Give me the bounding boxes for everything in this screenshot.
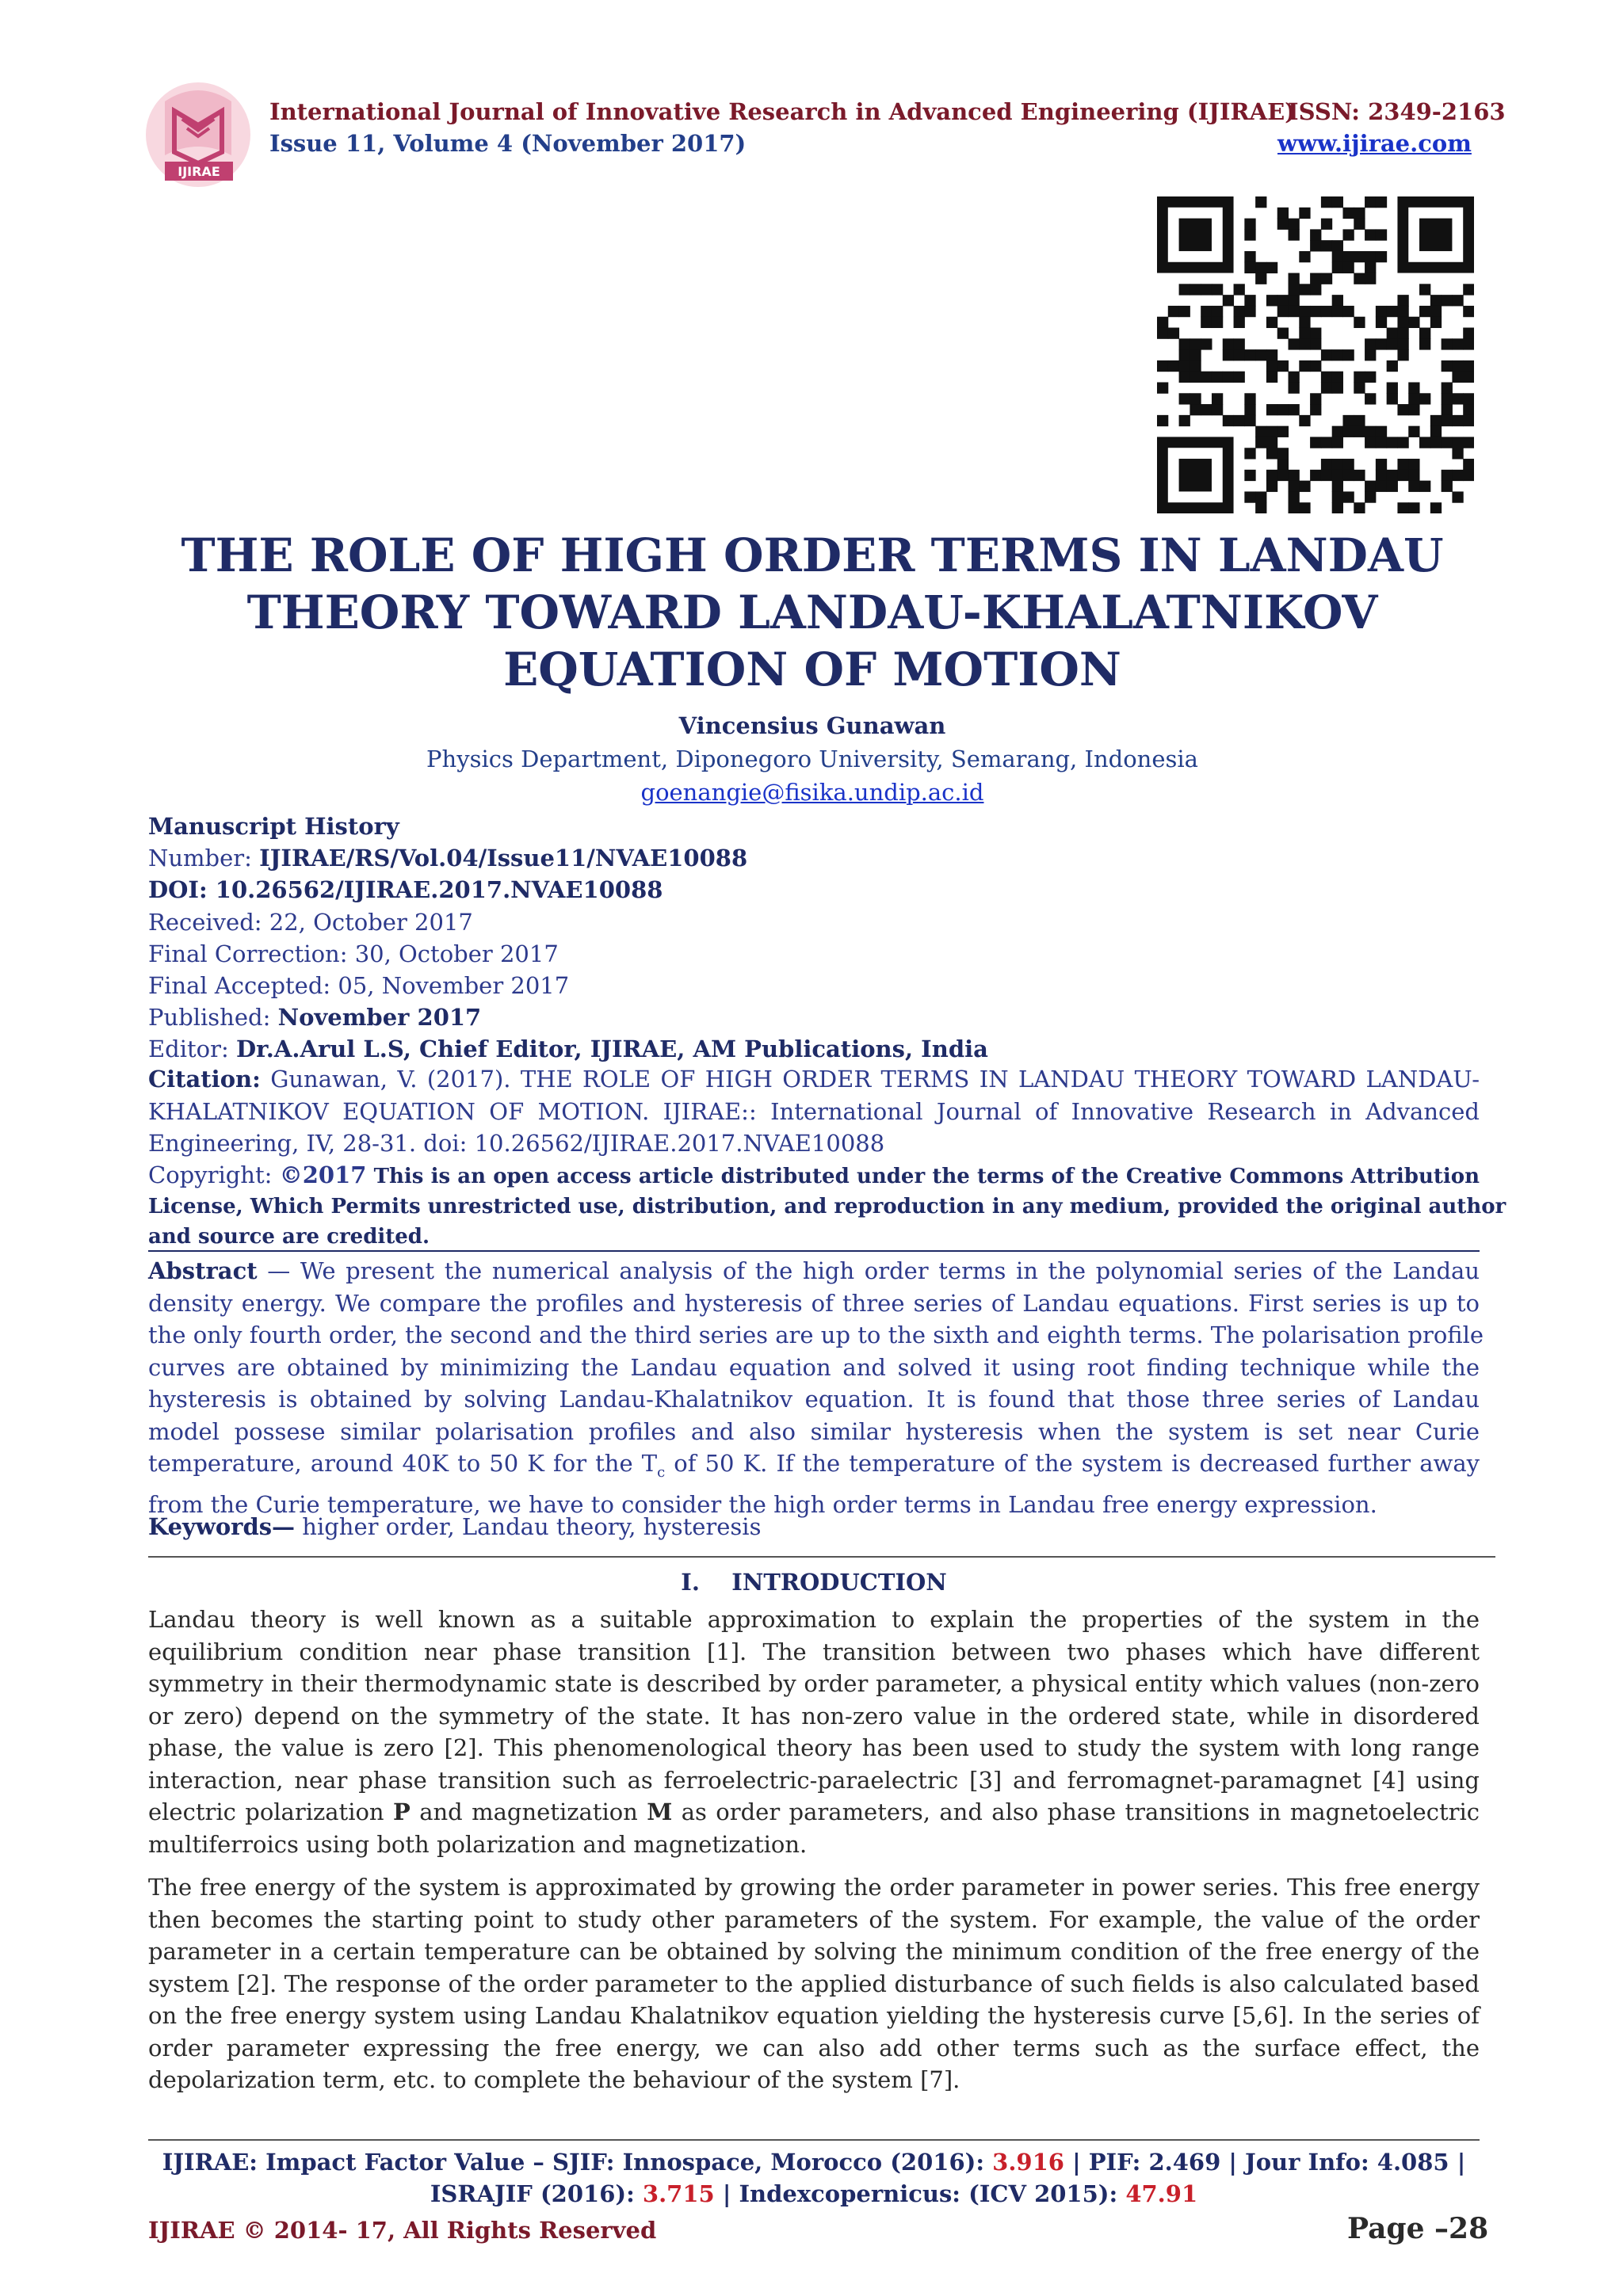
manuscript-final-accepted: Final Accepted: 05, November 2017	[148, 972, 570, 999]
title-line-1: THE ROLE OF HIGH ORDER TERMS IN LANDAU	[181, 528, 1444, 582]
abstract-line: Abstract — We present the numerical analysis of the high order terms in the polynomial series of the Landau	[148, 1257, 1480, 1284]
body-line: symmetry in their thermodynamic state is described by order parameter, a physical entity which values (non-zero	[148, 1670, 1480, 1697]
citation-line: KHALATNIKOV EQUATION OF MOTION. IJIRAE:: International Journal of Innovative Research in Advanced	[148, 1097, 1480, 1125]
intro-paragraph-1	[148, 1604, 1480, 1860]
body-line: or zero) depend on the symmetry of the state. It has non-zero value in the ordered state, while in disordered	[148, 1702, 1480, 1730]
issn: ISSN: 2349-2163	[1288, 98, 1506, 125]
footer-copyright: IJIRAE © 2014- 17, All Rights Reserved	[148, 2217, 657, 2244]
manuscript-published: Published: November 2017	[148, 1004, 482, 1031]
manuscript-final-correction: Final Correction: 30, October 2017	[148, 940, 559, 967]
paper-title	[158, 527, 1466, 698]
author-email-link[interactable]: goenangie@fisika.undip.ac.id	[640, 779, 984, 806]
copyright-line: Copyright: ©2017 This is an open access article distributed under the terms of the Creative Commons Attribution	[148, 1161, 1480, 1188]
intro-paragraph-2	[148, 1871, 1480, 2096]
logo-text: IJIRAE	[178, 164, 220, 179]
title-line-2: THEORY TOWARD LANDAU-KHALATNIKOV	[246, 585, 1378, 639]
abstract-line: model possese similar polarisation profiles and also similar hysteresis when the system is set near Curie	[148, 1417, 1480, 1445]
body-line: interaction, near phase transition such as ferroelectric-paraelectric [3] and ferromagnet-paramagnet [4] using	[148, 1766, 1480, 1794]
body-line: phase, the value is zero [2]. This phenomenological theory has been used to study the system with long range	[148, 1734, 1480, 1761]
body-line: The free energy of the system is approximated by growing the order parameter in power series. This free energy	[148, 1874, 1480, 1901]
citation-line: Citation: Gunawan, V. (2017). THE ROLE OF HIGH ORDER TERMS IN LANDAU THEORY TOWARD LANDAU-	[148, 1066, 1480, 1093]
abstract-line: hysteresis is obtained by solving Landau-Khalatnikov equation. It is found that those three series of Landau	[148, 1386, 1480, 1413]
body-line: system [2]. The response of the order parameter to the applied disturbance of such fields is also calculated based	[148, 1970, 1480, 1997]
abstract-line: curves are obtained by minimizing the Landau equation and solved it using root finding technique while the	[148, 1353, 1480, 1381]
body-line: on the free energy system using Landau Khalatnikov equation yielding the hysteresis curve [5,6]. In the series of	[148, 2002, 1480, 2029]
manuscript-editor: Editor: Dr.A.Arul L.S, Chief Editor, IJIRAE, AM Publications, India	[148, 1035, 988, 1062]
citation-line: Engineering, IV, 28-31. doi: 10.26562/IJIRAE.2017.NVAE10088	[148, 1130, 885, 1157]
manuscript-history-heading: Manuscript History	[148, 813, 399, 840]
website-link[interactable]: www.ijirae.com	[1277, 130, 1472, 157]
ijirae-logo	[141, 79, 260, 190]
manuscript-number: Number: IJIRAE/RS/Vol.04/Issue11/NVAE10088	[148, 845, 748, 871]
body-line: depolarization term, etc. to complete the behaviour of the system [7].	[148, 2066, 960, 2093]
body-line: equilibrium condition near phase transition [1]. The transition between two phases which have different	[148, 1638, 1480, 1665]
citation-block	[148, 1063, 1480, 1160]
manuscript-received: Received: 22, October 2017	[148, 909, 473, 936]
body-line: then becomes the starting point to study other parameters of the system. For example, the value of the order	[148, 1905, 1480, 1933]
author-name: Vincensius Gunawan	[678, 712, 946, 739]
qr-code-icon	[1157, 196, 1474, 513]
body-line: multiferroics using both polarization and magnetization.	[148, 1830, 808, 1858]
abstract-line: from the Curie temperature, we have to consider the high order terms in Landau free energy expression.	[148, 1491, 1377, 1519]
divider	[148, 1250, 1480, 1252]
impact-factor-line: IJIRAE: Impact Factor Value – SJIF: Innospace, Morocco (2016): 3.916 | PIF: 2.469 | Jour Info: 4.085 |	[162, 2149, 1466, 2176]
manuscript-doi: DOI: 10.26562/IJIRAE.2017.NVAE10088	[148, 876, 663, 903]
abstract-line: temperature, around 40K to 50 K for the $T_c$ of 50 K. If the temperature of the system is decreased further away	[148, 1450, 1480, 1481]
body-line: parameter in a certain temperature can be obtained by solving the minimum condition of the free energy of the	[148, 1938, 1480, 1965]
abstract-line: density energy. We compare the profiles and hysteresis of three series of Landau equations. First series is up to	[148, 1289, 1480, 1317]
author-affiliation: Physics Department, Diponegoro University, Semarang, Indonesia	[426, 746, 1198, 772]
divider	[148, 2139, 1480, 2141]
section-heading-introduction: I. INTRODUCTION	[681, 1569, 947, 1596]
abstract-block	[148, 1255, 1484, 1521]
page-number: Page –28	[1347, 2212, 1489, 2245]
abstract-line: the only fourth order, the second and the third series are up to the sixth and eighth terms. The polarisation profile	[148, 1322, 1484, 1348]
divider	[148, 1556, 1495, 1558]
keywords: Keywords— higher order, Landau theory, hysteresis	[148, 1513, 762, 1540]
body-line: Landau theory is well known as a suitable approximation to explain the properties of the system in the	[148, 1606, 1480, 1633]
copyright-block	[148, 1160, 1507, 1252]
issue-info: Issue 11, Volume 4 (November 2017)	[269, 130, 747, 157]
title-line-3: EQUATION OF MOTION	[503, 643, 1121, 696]
body-line: electric polarization P and magnetization M as order parameters, and also phase transitions in magnetoelectric	[148, 1798, 1480, 1825]
body-line: order parameter expressing the free energy, we can also add other terms such as the surface effect, the	[148, 2034, 1480, 2061]
copyright-line: License, Which Permits unrestricted use, distribution, and reproduction in any medium, provided the original author	[148, 1195, 1507, 1219]
copyright-line: and source are credited.	[148, 1225, 430, 1249]
journal-name: International Journal of Innovative Research in Advanced Engineering (IJIRAE)	[269, 98, 1296, 125]
index-line: ISRAJIF (2016): 3.715 | Indexcopernicus: (ICV 2015): 47.91	[430, 2180, 1198, 2207]
